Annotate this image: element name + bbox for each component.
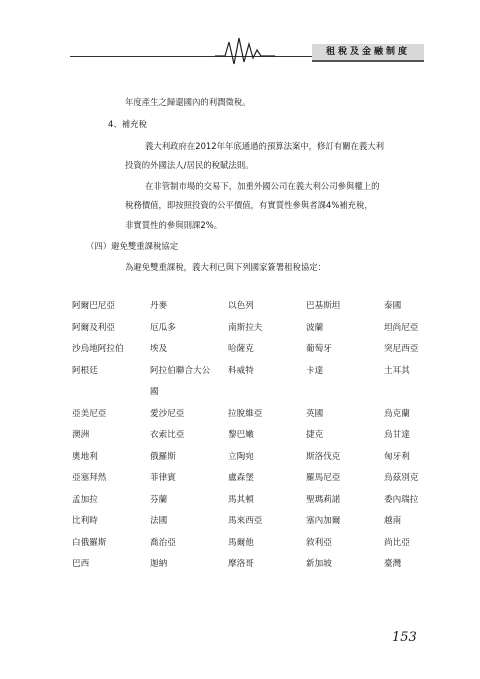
country-cell: 南斯拉夫 xyxy=(228,322,263,333)
heartbeat-wave-icon xyxy=(215,34,275,68)
country-cell: 馬爾他 xyxy=(228,537,254,548)
country-cell: 迦納 xyxy=(150,559,168,569)
country-cell: 澳洲 xyxy=(72,430,90,440)
country-cell: 尚比亞 xyxy=(384,537,410,548)
country-cell: 烏甘達 xyxy=(384,430,410,440)
country-cell: 法國 xyxy=(150,516,168,526)
country-cell: 比利時 xyxy=(72,516,98,526)
country-cell xyxy=(228,387,306,409)
country-cell: 摩洛哥 xyxy=(228,559,254,569)
country-cell: 阿拉伯聯合大公 xyxy=(150,365,211,376)
country-cell: 敘利亞 xyxy=(306,537,332,548)
paragraph-line: 非實質性的參與則課2%。 xyxy=(125,220,223,230)
country-cell: 塞內加爾 xyxy=(306,516,341,526)
paragraph-line: 年度產生之歸還國內的利潤徵稅。 xyxy=(125,97,251,107)
country-cell: 亞美尼亞 xyxy=(72,408,107,419)
country-cell xyxy=(384,387,454,409)
country-cell: 俄羅斯 xyxy=(150,451,176,462)
country-cell: 埃及 xyxy=(150,344,168,354)
country-cell: 土耳其 xyxy=(384,365,410,376)
paragraph-line: 在非管制市場的交易下，加重外國公司在義大利公司參與權上的 xyxy=(145,181,380,191)
country-cell: 孟加拉 xyxy=(72,494,98,505)
country-cell: 馬其頓 xyxy=(228,494,254,505)
country-cell: 葡萄牙 xyxy=(306,344,332,354)
country-cell: 黎巴嫩 xyxy=(228,430,254,440)
country-cell: 奧地利 xyxy=(72,451,98,462)
country-cell: 波蘭 xyxy=(306,322,324,333)
country-cell: 沙烏地阿拉伯 xyxy=(72,344,124,354)
country-list xyxy=(72,301,454,581)
country-cell: 白俄羅斯 xyxy=(72,537,107,548)
section-heading: （四）避免雙重課稅協定 xyxy=(86,241,179,251)
country-cell: 盧森堡 xyxy=(228,473,254,483)
country-cell: 哈薩克 xyxy=(228,344,254,354)
country-cell: 立陶宛 xyxy=(228,451,254,462)
country-cell: 匈牙利 xyxy=(384,451,410,462)
country-cell: 烏茲別克 xyxy=(384,473,419,483)
country-cell: 科威特 xyxy=(228,365,254,376)
country-cell: 聖瑪莉諾 xyxy=(306,494,341,505)
chapter-title: 租稅及金融制度 xyxy=(312,44,424,62)
country-cell: 卡達 xyxy=(306,365,324,376)
country-cell: 委內瑞拉 xyxy=(384,494,419,505)
country-cell: 坦尚尼亞 xyxy=(384,322,419,333)
country-cell: 衣索比亞 xyxy=(150,430,185,440)
country-cell: 新加坡 xyxy=(306,559,332,569)
country-cell: 亞塞拜然 xyxy=(72,473,107,483)
country-cell: 馬來西亞 xyxy=(228,516,263,526)
country-cell: 阿爾及利亞 xyxy=(72,322,115,333)
country-cell: 突尼西亞 xyxy=(384,344,419,354)
country-cell xyxy=(72,387,150,409)
country-cell: 英國 xyxy=(306,408,324,419)
country-cell: 以色列 xyxy=(228,301,254,311)
country-cell: 捷克 xyxy=(306,430,324,440)
header-rule xyxy=(70,56,315,57)
country-cell: 阿根廷 xyxy=(72,365,98,376)
country-cell: 羅馬尼亞 xyxy=(306,473,341,483)
country-cell xyxy=(306,387,384,409)
section-heading: 4、補充稅 xyxy=(108,119,147,129)
country-cell: 芬蘭 xyxy=(150,494,168,505)
country-cell: 臺灣 xyxy=(384,559,402,569)
country-cell: 國 xyxy=(150,387,159,397)
country-cell: 菲律賓 xyxy=(150,473,176,483)
country-cell: 巴西 xyxy=(72,559,90,569)
country-cell: 愛沙尼亞 xyxy=(150,408,185,419)
paragraph-line: 投資的外國法人/居民的稅賦法則。 xyxy=(125,160,254,170)
country-cell: 泰國 xyxy=(384,301,402,311)
page-number: 153 xyxy=(392,630,417,645)
paragraph-line: 為避免雙重課稅，義大利已與下列國家簽署租稅協定： xyxy=(125,262,326,272)
country-cell: 斯洛伐克 xyxy=(306,451,341,462)
country-cell: 丹麥 xyxy=(150,301,168,311)
paragraph-line: 稅務價值，即按照投資的公平價值，有實質性參與者課4%補充稅， xyxy=(125,200,373,210)
country-cell: 烏克蘭 xyxy=(384,408,410,419)
country-cell: 巴基斯坦 xyxy=(306,301,341,311)
country-cell: 厄瓜多 xyxy=(150,322,176,333)
country-cell: 阿爾巴尼亞 xyxy=(72,301,115,311)
paragraph-line: 義大利政府在2012年年底通過的預算法案中，修訂有關在義大利 xyxy=(145,141,385,151)
country-cell: 越南 xyxy=(384,516,402,526)
country-cell: 拉脫維亞 xyxy=(228,408,263,419)
country-cell: 喬治亞 xyxy=(150,537,176,548)
